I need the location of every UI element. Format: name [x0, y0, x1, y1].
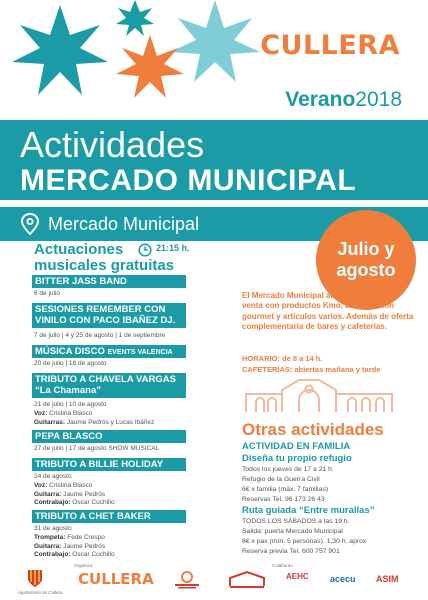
event-detail-block	[34, 401, 154, 427]
cullera-footer-logo: CULLERA	[78, 570, 154, 588]
family-activity-subheading: Diseña tu propio refugio	[242, 453, 352, 464]
event-title-bar	[32, 458, 186, 471]
detail-line: Reserva previa Tel. 600 757 901	[242, 547, 340, 555]
credit-label: Voz:	[34, 409, 48, 417]
event-credit	[34, 419, 154, 428]
detail-line: Salida: puerta Mercado Municipal	[242, 527, 343, 535]
credit-value: Cristina Blasco	[49, 409, 93, 417]
credit-value: Oscar Cuchillo	[72, 499, 115, 507]
credit-label: Guitarra:	[34, 490, 62, 498]
credit-label: Contrabajo:	[34, 499, 71, 507]
credit-value: Cristina Blasco	[49, 481, 93, 489]
event-title-bar	[32, 510, 186, 523]
event-detail-block	[34, 473, 115, 508]
event-detail-block	[34, 525, 115, 560]
colaboran-label: Colaboran	[272, 563, 293, 568]
performances-heading-line2: musicales gratuitas	[34, 256, 175, 274]
detail-line: 8€ x pax (mín. 5 personas). 1,30 h. aprox	[242, 537, 367, 545]
event-title: MÚSICA DISCO	[35, 346, 105, 357]
location-pin-icon	[20, 213, 40, 235]
event-credit	[34, 491, 115, 500]
credit-label: Trompeta:	[34, 533, 66, 541]
page-title: Actividades	[20, 124, 205, 165]
performances-heading-line1: Actuaciones	[34, 241, 124, 258]
clock-icon	[138, 243, 152, 257]
credit-label: Voz:	[34, 481, 48, 489]
city-crest-icon	[26, 568, 44, 588]
detail-line: Reservas Tel. 96 173 26 43	[242, 495, 325, 503]
event-title-bar	[32, 345, 186, 358]
event-credit	[34, 499, 115, 508]
family-activity-details	[242, 465, 422, 504]
date-badge-text: Julio y agosto	[336, 239, 396, 280]
event-title: BITTER JASS BAND	[35, 276, 127, 287]
event-date: 20 de julio | 18 de agosto	[34, 360, 107, 367]
event-title-bar	[32, 373, 186, 398]
detail-line: Todos los jueves de 17 a 21 h.	[242, 466, 334, 473]
event-title: TRIBUTO A CHAVELA VARGAS “La Chamana”	[35, 374, 176, 397]
credit-value: Oscar Cuchillo	[72, 551, 115, 559]
other-activities-heading: Otras actividades	[242, 420, 384, 439]
location-label: Mercado Municipal	[48, 214, 200, 234]
decorative-stars-illustration	[0, 0, 280, 110]
event-title-bar	[32, 303, 186, 328]
event-credit	[34, 410, 154, 419]
event-credit	[34, 534, 115, 543]
event-date: 7 de julio | 4 y 25 de agosto | 1 de septiembre	[34, 332, 166, 339]
credit-label: Contrabajo:	[34, 551, 71, 559]
event-title-bar	[32, 275, 186, 288]
event-date: 31 de agosto	[34, 525, 72, 532]
acecu-logo: acecu	[330, 574, 356, 584]
event-date: 21 de julio | 10 de agosto	[34, 401, 107, 408]
performances-time: 21:15 h.	[156, 243, 190, 253]
event-title: TRIBUTO A BILLIE HOLIDAY	[35, 459, 164, 470]
event-title-sub: EVENTS VALENCIA	[107, 349, 173, 356]
asim-logo: ASIM	[376, 574, 399, 584]
cafeterias-line: CAFETERÍAS: abiertas mañana y tarde	[242, 364, 381, 374]
detail-line: Refugio de la Guerra Civil	[242, 475, 320, 483]
family-activity-heading: ACTIVIDAD EN FAMILIA	[242, 441, 351, 452]
season-label	[285, 88, 402, 112]
event-credit	[34, 543, 115, 552]
season-word: Verano	[285, 88, 356, 111]
market-hours	[242, 354, 422, 375]
brand-logo: CULLERA	[260, 30, 400, 61]
horario-line: HORARIO: de 8 a 14 h.	[242, 354, 323, 363]
event-title: SESIONES REMEMBER CON VINILO CON PACO IBAÑEZ DJ.	[35, 304, 176, 327]
credit-value: Jaume Pedrós	[63, 490, 106, 498]
credit-value: Jaume Pedrós	[63, 542, 106, 550]
event-date: 27 de julio | 17 de agosto	[34, 445, 107, 452]
organiza-label: Organiza	[74, 563, 93, 568]
event-title: PEPA BLASCO	[35, 431, 103, 442]
event-date: 24 de agosto	[34, 473, 72, 480]
market-description: El Mercado Municipal alberga puestos de venta con productos Kmo, alimentación gourmet y artículos varios. Además de oferta complementaria de bares y cafeterías.	[242, 291, 414, 332]
collaborator-logo-orange	[172, 570, 202, 590]
credit-label: Guitarra:	[34, 542, 62, 550]
event-date-line	[34, 445, 159, 454]
detail-line: 6€ x familia (máx. 7 familias)	[242, 485, 329, 493]
event-date-extra: SHOW MUSICAL	[108, 445, 160, 452]
credit-label: Guitarras:	[34, 418, 66, 426]
page-subtitle: MERCADO MUNICIPAL	[20, 164, 357, 197]
season-year: 2018	[355, 88, 402, 111]
detail-line: TODOS LOS SÁBADOS a las 19 h.	[242, 518, 350, 525]
ajuntament-label: Ajuntament de Cullera	[18, 590, 63, 595]
event-title-bar	[32, 430, 186, 443]
tour-heading: Ruta guiada “Entre murallas”	[242, 505, 375, 516]
performances-heading	[34, 242, 174, 274]
event-credit	[34, 482, 115, 491]
credit-value: Jaume Pedrós y Lucas Ibáñez	[66, 418, 155, 426]
aehc-logo: AEHC	[286, 572, 309, 581]
tour-details	[242, 517, 422, 556]
market-logo	[228, 570, 266, 590]
event-title: TRIBUTO A CHET BAKER	[35, 511, 151, 522]
event-date: 6 de julio	[34, 290, 61, 297]
market-building-illustration	[244, 376, 394, 414]
event-credit	[34, 551, 115, 560]
credit-value: Fede Crespo	[67, 533, 105, 541]
